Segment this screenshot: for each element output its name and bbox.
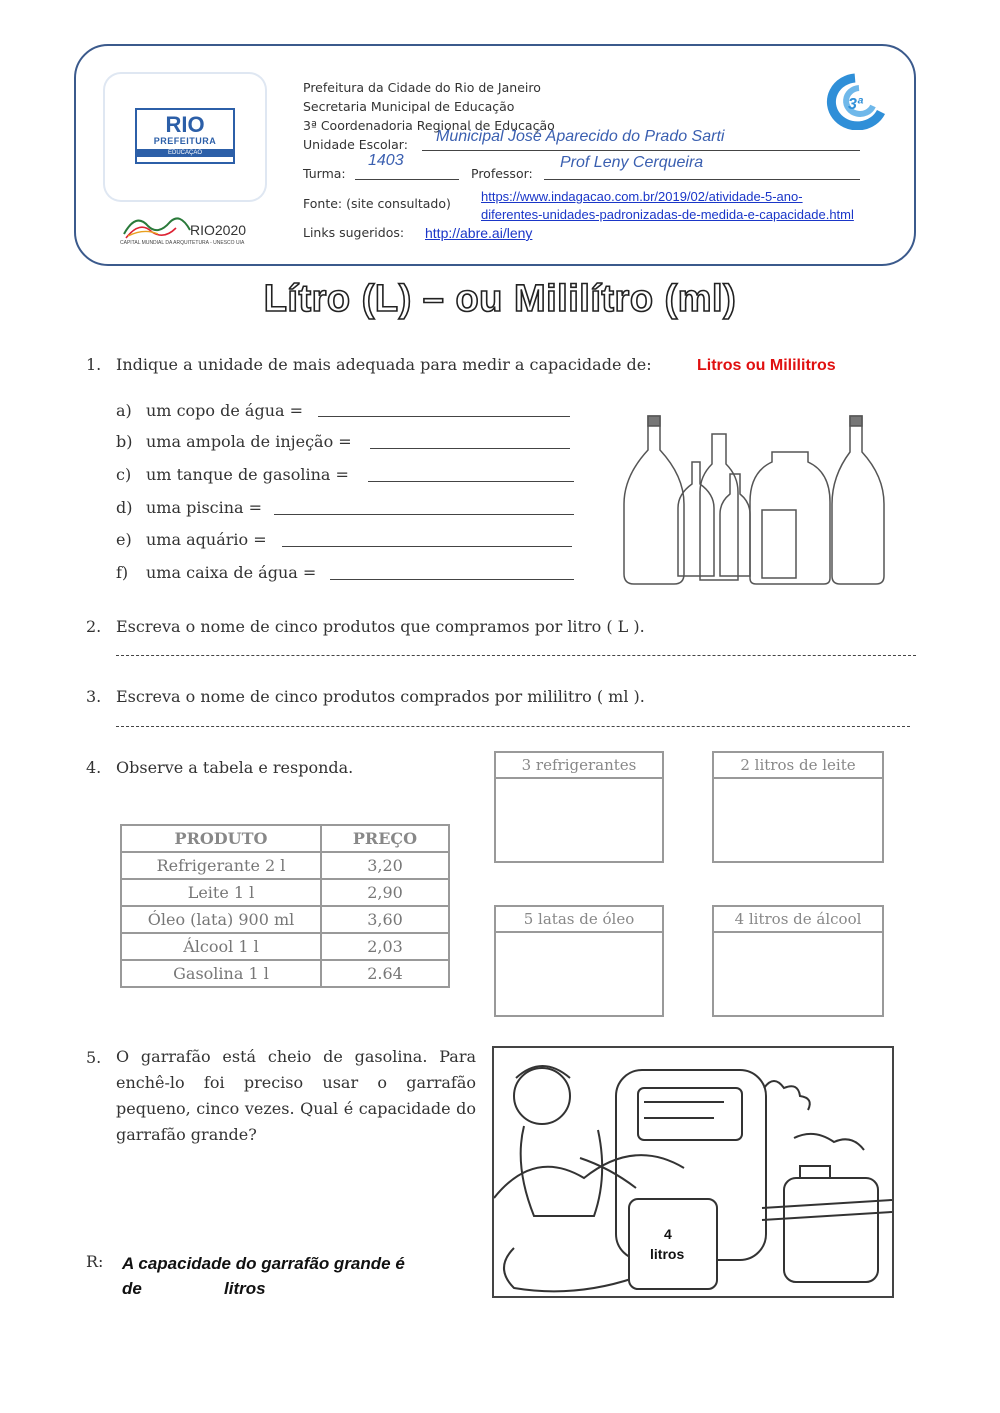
- table-cell-price: 2,90: [321, 879, 449, 906]
- table-cell-product: Leite 1 l: [121, 879, 321, 906]
- table-cell-product: Óleo (lata) 900 ml: [121, 906, 321, 933]
- answer-box-alcool[interactable]: [712, 905, 884, 1017]
- small-gas-can: [628, 1198, 718, 1290]
- header-secretaria: Secretaria Municipal de Educação: [303, 99, 515, 114]
- answer-box-oleo[interactable]: [494, 905, 664, 1017]
- q3-text: Escreva o nome de cinco produtos comprados por mililitro ( ml ).: [116, 687, 645, 706]
- q1-item-b-letter: b): [116, 432, 133, 451]
- q1-item-f-text: uma caixa de água =: [146, 563, 317, 582]
- q1-item-d-text: uma piscina =: [146, 498, 263, 517]
- table-row: [121, 906, 449, 933]
- coordenadoria-badge-text: 3ª: [848, 96, 863, 113]
- price-table: [120, 824, 450, 988]
- table-cell-price: 3,60: [321, 906, 449, 933]
- answer-box-title: 3 refrigerantes: [496, 753, 662, 779]
- page-title: Lítro (L) – ou Mililítro (ml): [263, 278, 737, 320]
- school-label: Unidade Escolar:: [303, 137, 408, 152]
- q2-answer-line[interactable]: [116, 655, 916, 656]
- bottles-illustration: [612, 412, 890, 588]
- logo-educacao-text: EDUCAÇÃO: [137, 149, 233, 157]
- q1-item-d-letter: d): [116, 498, 133, 517]
- q1-item-b-answer[interactable]: [370, 448, 570, 449]
- rio-prefeitura-logo: [135, 108, 235, 164]
- can-label-unit: litros: [650, 1246, 685, 1262]
- q5-answer-label: R:: [86, 1252, 104, 1271]
- class-label: Turma:: [303, 166, 346, 181]
- q1-item-f-answer[interactable]: [330, 579, 574, 580]
- can-label-number: 4: [664, 1226, 672, 1242]
- q1-item-a-answer[interactable]: [318, 416, 570, 417]
- links-value[interactable]: http://abre.ai/leny: [425, 225, 533, 241]
- table-row: [121, 879, 449, 906]
- q1-item-a-letter: a): [116, 401, 132, 420]
- source-link-2[interactable]: diferentes-unidades-padronizadas-de-medida-e-capacidade.html: [481, 207, 854, 222]
- q1-item-e-text: uma aquário =: [146, 530, 267, 549]
- q4-number: 4.: [86, 758, 102, 777]
- q1-item-b-text: uma ampola de injeção =: [146, 432, 352, 451]
- logo-prefeitura-text: PREFEITURA: [153, 136, 217, 146]
- class-value[interactable]: 1403: [368, 152, 404, 169]
- class-line: [355, 179, 459, 180]
- rio2020-subtext: CAPITAL MUNDIAL DA ARQUITETURA - UNESCO UIA: [120, 240, 245, 246]
- gas-station-illustration: [492, 1046, 894, 1298]
- q1-item-a-text: um copo de água =: [146, 401, 304, 420]
- teacher-label: Professor:: [471, 166, 533, 181]
- q1-item-f-letter: f): [116, 563, 129, 582]
- q3-answer-line[interactable]: [116, 726, 910, 727]
- q3-number: 3.: [86, 687, 102, 706]
- logo-rio-text: RIO: [165, 112, 205, 137]
- q1-item-e-letter: e): [116, 530, 132, 549]
- table-cell-price: 2,03: [321, 933, 449, 960]
- q1-item-e-answer[interactable]: [282, 546, 572, 547]
- table-row: [121, 960, 449, 987]
- table-header-row: [121, 825, 449, 852]
- table-cell-price: 3,20: [321, 852, 449, 879]
- q1-item-c-letter: c): [116, 465, 132, 484]
- q2-number: 2.: [86, 617, 102, 636]
- header-prefeitura: Prefeitura da Cidade do Rio de Janeiro: [303, 80, 541, 95]
- q1-number: 1.: [86, 355, 102, 374]
- answer-box-refrigerantes[interactable]: [494, 751, 664, 863]
- table-cell-product: Gasolina 1 l: [121, 960, 321, 987]
- source-label: Fonte: (site consultado): [303, 196, 451, 211]
- teacher-value[interactable]: Prof Leny Cerqueira: [560, 154, 704, 171]
- answer-box-title: 5 latas de óleo: [496, 907, 662, 933]
- header-coordenadoria: 3ª Coordenadoria Regional de Educação: [303, 118, 555, 133]
- links-label: Links sugeridos:: [303, 225, 405, 240]
- q5-answer-line1: A capacidade do garrafão grande é: [122, 1254, 405, 1273]
- rio2020-text: RIO2020: [190, 222, 247, 238]
- table-cell-product: Álcool 1 l: [121, 933, 321, 960]
- table-header-produto: PRODUTO: [121, 825, 321, 852]
- q4-text: Observe a tabela e responda.: [116, 758, 354, 777]
- q1-item-d-answer[interactable]: [274, 514, 574, 515]
- source-link-1[interactable]: https://www.indagacao.com.br/2019/02/atividade-5-ano-: [481, 189, 803, 204]
- q5-answer-word-litros: litros: [224, 1279, 266, 1298]
- q1-item-c-text: um tanque de gasolina =: [146, 465, 349, 484]
- answer-box-title: 4 litros de álcool: [714, 907, 882, 933]
- school-value[interactable]: Municipal José Aparecido do Prado Sarti: [436, 128, 725, 145]
- q5-answer-word-de: de: [122, 1279, 142, 1298]
- table-row: [121, 852, 449, 879]
- q1-item-c-answer[interactable]: [368, 481, 574, 482]
- q2-text: Escreva o nome de cinco produtos que compramos por litro ( L ).: [116, 617, 645, 636]
- teacher-line: [544, 179, 860, 180]
- table-row: [121, 933, 449, 960]
- school-line: [422, 150, 860, 151]
- table-cell-price: 2.64: [321, 960, 449, 987]
- q1-text: Indique a unidade de mais adequada para medir a capacidade de:: [116, 355, 652, 374]
- q5-text: O garrafão está cheio de gasolina. Para enchê-lo foi preciso usar o garrafão pequeno, cinco vezes. Qual é capacidade do garrafão grande?: [116, 1047, 476, 1144]
- answer-box-title: 2 litros de leite: [714, 753, 882, 779]
- table-header-preco: PREÇO: [321, 825, 449, 852]
- answer-box-leite[interactable]: [712, 751, 884, 863]
- q5-number: 5.: [86, 1048, 102, 1067]
- table-cell-product: Refrigerante 2 l: [121, 852, 321, 879]
- q1-hint: Litros ou Mililitros: [697, 357, 836, 374]
